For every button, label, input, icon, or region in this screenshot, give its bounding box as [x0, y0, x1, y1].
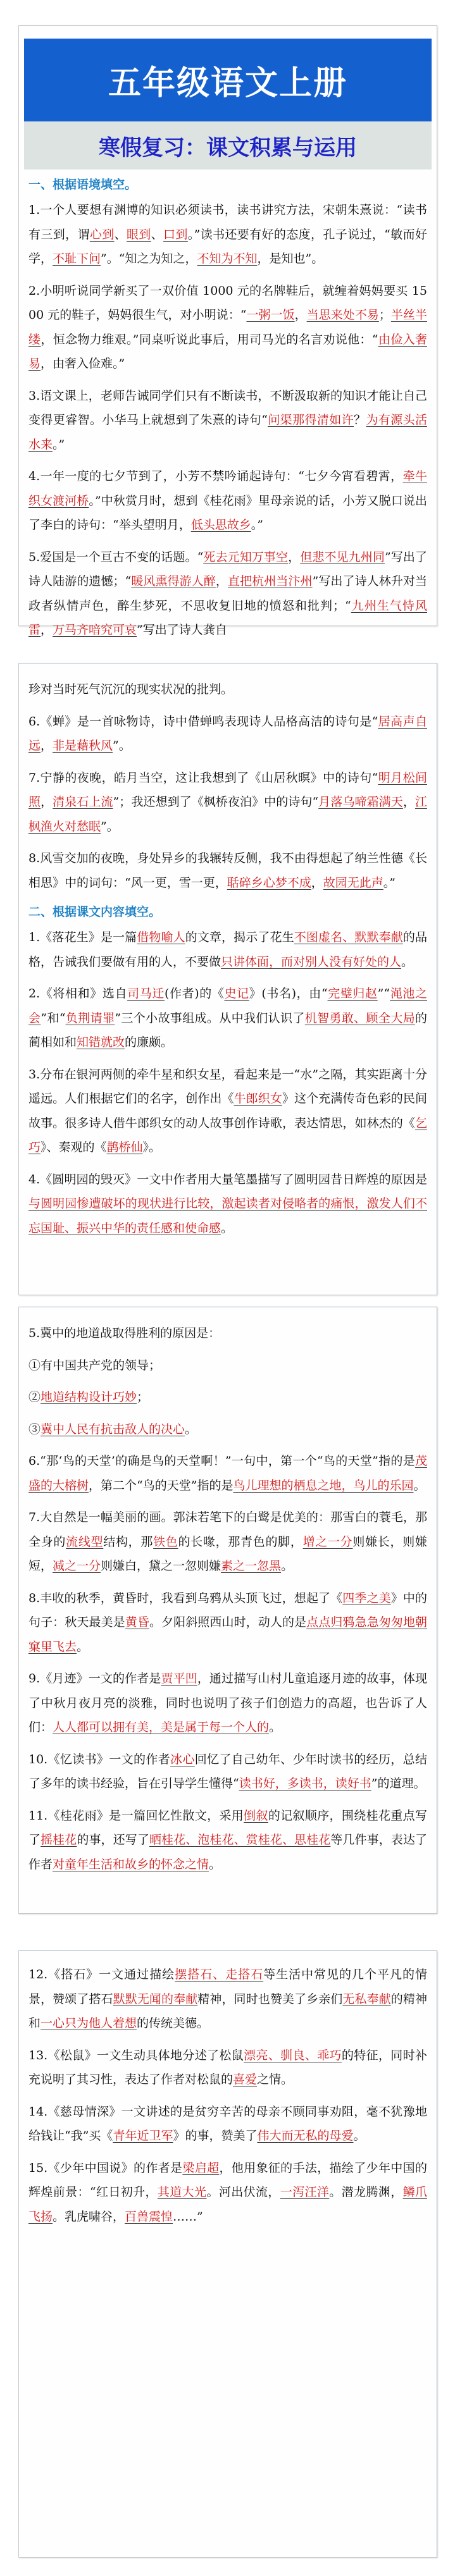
question-text: 的记叙顺序，围绕桂花重点写了 — [28, 1808, 427, 1847]
question-text: 7.宁静的夜晚，皓月当空，这让我想到了《山居秋暝》中的诗句“ — [28, 770, 378, 785]
question-paragraph — [28, 2156, 427, 2229]
answer-blank: 无私奉献 — [342, 1992, 391, 2006]
answer-blank: 牵牛织女渡河桥 — [28, 469, 427, 508]
answer-blank: 一心只为他人着想 — [41, 2016, 137, 2030]
question-paragraph — [28, 1321, 427, 1346]
question-text: 。 — [209, 1857, 221, 1871]
answer-blank: 不知为不知 — [197, 252, 258, 266]
answer-blank: 鸟儿理想的栖息之地，鸟儿的乐园 — [233, 1478, 414, 1493]
answer-blank: 乞巧 — [28, 1116, 427, 1154]
question-paragraph — [28, 982, 427, 1055]
answer-blank: 百兽震惶 — [125, 2209, 173, 2224]
answer-blank: 不图虚名、默默奉献 — [294, 930, 403, 944]
question-text: ，第二个“鸟的天堂”指的是 — [89, 1478, 234, 1493]
answer-blank: 九州生气恃风雷 — [28, 598, 427, 637]
question-text: ”写出了诗人龚自 — [137, 623, 227, 637]
question-text: 4.一年一度的七夕节到了，小芳不禁吟诵起诗句：“七夕今宵看碧霄， — [28, 469, 403, 483]
question-paragraph — [28, 1667, 427, 1740]
question-text: ”写出了诗人陆游的遗憾；“ — [28, 550, 427, 588]
question-text: 》。 — [142, 1140, 161, 1154]
question-text: ， — [402, 795, 415, 809]
question-text: 9.《月迹》一文的作者是 — [28, 1672, 161, 1685]
answer-blank: 但悲不见九州同 — [300, 550, 385, 564]
answer-blank: 黄昏 — [125, 1615, 149, 1629]
question-text: 5.冀中的地道战取得胜利的原因是： — [28, 1326, 221, 1340]
answer-blank: 摆搭石、走搭石 — [175, 1968, 264, 1981]
question-text: 。潜龙腾渊， — [329, 2185, 403, 2199]
question-paragraph — [28, 279, 427, 376]
question-text: ， — [311, 875, 323, 890]
question-text: ③ — [28, 1422, 41, 1436]
page-content — [28, 198, 427, 643]
answer-blank: 当思来处不易 — [306, 308, 379, 322]
answer-blank: 借物喻人 — [137, 930, 185, 944]
answer-blank: 聒碎乡心梦不成 — [227, 875, 311, 890]
question-paragraph — [28, 1586, 427, 1660]
question-text: 等几件事，表达了作者 — [28, 1833, 427, 1871]
question-text: 则嫌白，黛之一忽则嫌 — [101, 1559, 221, 1573]
question-text: 。 — [185, 1422, 197, 1436]
question-text: 的文章，揭示了花生 — [185, 930, 294, 944]
answer-blank: 月落乌啼霜满天 — [318, 795, 403, 809]
section-heading: 二、根据课文内容填空。 — [28, 905, 161, 919]
question-text: 。 — [221, 1221, 234, 1235]
question-text: ”。“知之为知之， — [101, 252, 197, 266]
answer-blank: 负荆请罪 — [65, 1011, 115, 1025]
page-1 — [18, 25, 437, 637]
page-title: 五年级语文上册 — [108, 64, 347, 102]
question-text: (作者)的《 — [164, 987, 225, 1001]
answer-blank: 半丝半缕 — [28, 308, 427, 347]
answer-blank: 江枫渔火对愁眠 — [28, 795, 427, 834]
answer-blank: 晒桂花、泡桂花、赏桂花、思桂花 — [149, 1833, 331, 1847]
question-paragraph — [28, 2100, 427, 2148]
page-content — [28, 677, 427, 1240]
page-content — [28, 1963, 427, 2229]
question-text: 。 — [413, 1478, 426, 1493]
question-text: 。夕阳斜照西山时，动人的是 — [149, 1615, 307, 1629]
question-text: 8.风雪交加的夜晚，身处异乡的我辗转反侧，我不由得想起了纳兰性德《长相思》中的词句：“风一更，雪一更， — [28, 851, 427, 890]
question-text: 6.“那‘鸟的天堂’的确是鸟的天堂啊！”一句中，第一个“鸟的天堂”指的是 — [28, 1454, 415, 1468]
question-paragraph — [28, 1385, 427, 1410]
question-paragraph — [28, 1449, 427, 1498]
question-paragraph — [28, 1963, 427, 2036]
page-3 — [18, 1307, 437, 1914]
question-text: 2.《将相和》选自 — [28, 987, 128, 1001]
question-text: ”。 — [101, 819, 119, 834]
question-text: ？ — [354, 413, 366, 427]
answer-blank: 问渠那得清如许 — [267, 413, 354, 427]
answer-blank: 地道结构设计巧妙 — [41, 1390, 137, 1404]
question-text: ”“ — [377, 987, 390, 1001]
answer-blank: 点点归鸦急急匆匆地朝窠里飞去 — [28, 1615, 427, 1654]
question-text: 。 — [269, 1720, 282, 1734]
question-text: 、 — [151, 227, 164, 242]
question-text: ； — [137, 1390, 149, 1404]
answer-blank: 机智勇敢、顾全大局 — [304, 1011, 415, 1025]
question-text: ， — [288, 550, 301, 564]
question-text: 的精神和 — [28, 1992, 427, 2030]
question-text: 1.《落花生》是一篇 — [28, 930, 137, 944]
question-text: ， — [41, 623, 53, 637]
answer-blank: 四季之美 — [342, 1591, 391, 1605]
question-text: 精神，同时也赞美了乡亲们 — [197, 1992, 343, 2006]
question-text: 15.《少年中国说》的作者是 — [28, 2160, 183, 2175]
answer-blank: 梁启超 — [182, 2160, 220, 2175]
question-paragraph — [28, 464, 427, 538]
question-paragraph — [28, 710, 427, 758]
question-text: 。乳虎啸谷， — [53, 2209, 125, 2224]
question-text: 。” — [383, 875, 396, 890]
question-text: 8.丰收的秋季，黄昏时，我看到乌鸦从头顶飞过，想起了《 — [28, 1591, 343, 1605]
answer-blank: 摇桂花 — [41, 1833, 77, 1847]
question-paragraph — [28, 1505, 427, 1579]
answer-blank: 直把杭州当汴州 — [228, 574, 313, 588]
question-text: ， — [294, 308, 307, 322]
question-text: ”写出了诗人林升对当政者纵情声色，醉生梦死，不思收复旧地的愤怒和批判；“ — [28, 574, 427, 613]
answer-blank: 居高声自远 — [28, 714, 427, 753]
question-text: 2.小明听说同学新买了一双价值 1000 元的名牌鞋后，就缠着妈妈要买 1500 元的鞋子，妈妈很生气，对小明说：“ — [28, 283, 427, 322]
answer-blank: 暖风熏得游人醉 — [131, 574, 216, 588]
answer-blank: 喜爱 — [233, 2073, 258, 2086]
answer-blank: 贾平凹 — [161, 1672, 197, 1685]
question-text: 5.爱国是一个亘古不变的话题。“ — [28, 550, 204, 564]
question-text: 的廉颇。 — [125, 1035, 173, 1049]
question-text: ，是知也”。 — [257, 252, 324, 266]
question-text: 之情。 — [257, 2073, 294, 2086]
answer-blank: 倒叙 — [244, 1808, 268, 1823]
question-paragraph — [28, 1353, 427, 1378]
answer-blank: 不耻下问 — [53, 252, 101, 266]
answer-blank: 由俭入奢易 — [28, 332, 427, 371]
answer-blank: 清泉石上流 — [53, 795, 113, 809]
question-paragraph — [28, 677, 427, 702]
answer-blank: 伟大而无私的母爱 — [257, 2129, 354, 2143]
answer-blank: 完璧归赵 — [327, 987, 378, 1001]
question-paragraph — [28, 766, 427, 839]
question-paragraph — [28, 846, 427, 895]
question-text: ， — [41, 795, 53, 809]
question-text: 。” — [251, 518, 263, 532]
answer-blank: 鹊桥仙 — [106, 1140, 143, 1154]
question-text: 。” — [53, 437, 65, 452]
question-text: 则嫌长，则嫌短， — [28, 1534, 427, 1573]
question-text: ② — [28, 1390, 41, 1404]
page-2 — [18, 663, 437, 1295]
question-text: 3.语文课上，老师告诫同学们只有不断读书，不断汲取新的知识才能让自己变得更睿智。小华马上就想到了朱熹的诗句“ — [28, 388, 427, 427]
answer-blank: 读书好，多读书，读好书 — [239, 1777, 371, 1790]
question-text: 、 — [114, 227, 127, 242]
answer-blank: 只讲体面，而对别人没有好处的人 — [221, 954, 402, 969]
answer-blank: 万马齐喑究可哀 — [53, 623, 137, 637]
answer-blank: 为有源头活水来 — [28, 413, 427, 452]
answer-blank: 眼到 — [126, 227, 151, 242]
answer-blank: 默默无闻的奉献 — [113, 1992, 198, 2006]
question-text: 。 — [401, 954, 414, 969]
answer-blank: 牛郎织女 — [234, 1092, 282, 1106]
question-text: 珍对当时死气沉沉的现实状况的批判。 — [28, 682, 234, 696]
question-text: 的传统美德。 — [137, 2016, 209, 2030]
question-paragraph — [28, 925, 427, 974]
question-text: 的特征，同时补充说明了其习性，表达了作者对松鼠的 — [28, 2048, 427, 2086]
question-text: 12.《搭石》一文通过描绘 — [28, 1968, 175, 1981]
question-paragraph — [28, 1804, 427, 1877]
question-text: 结构，那 — [103, 1534, 154, 1549]
page-4 — [18, 1950, 437, 2558]
question-text: 13.《松鼠》一文生动具体地分述了松鼠 — [28, 2048, 244, 2062]
question-text: ”；我还想到了《枫桥夜泊》中的诗句“ — [113, 795, 319, 809]
question-text: 6.《蝉》是一首咏物诗，诗中借蝉鸣表现诗人品格高洁的诗句是“ — [28, 714, 378, 729]
answer-blank: 增之一分 — [302, 1534, 353, 1549]
answer-blank: 司马迁 — [127, 987, 165, 1001]
answer-blank: 减之一分 — [53, 1559, 101, 1573]
answer-blank: 故园无此声 — [323, 875, 383, 890]
question-text: 的蔺相如和 — [28, 1011, 427, 1049]
question-text: ，恒念物力维艰。”同桌听说此事后，用司马光的名言劝说他：“ — [41, 332, 378, 347]
question-paragraph — [28, 1747, 427, 1796]
answer-blank: 明月松间照 — [28, 770, 427, 809]
page-content — [28, 1321, 427, 1877]
question-text: ”和“ — [41, 1011, 66, 1025]
question-text: 回忆了自己幼年、少年时读书的经历，总结了多年的读书经验，旨在引导学生懂得“ — [28, 1752, 427, 1790]
question-text: 的事，还写了 — [77, 1833, 149, 1847]
question-paragraph — [28, 545, 427, 643]
section-heading-1: 一、根据语境填空。 — [28, 178, 137, 192]
question-text: 14.《慈母情深》一文讲述的是贫穷辛苦的母亲不顾同事劝阻，毫不犹豫地给钱让“我”买《 — [28, 2104, 427, 2143]
question-text: ； — [378, 308, 391, 322]
question-text: 。 — [77, 1639, 89, 1654]
question-text: 1.一个人要想有渊博的知识必须读书，读书讲究方法，宋朝朱熹说：“读书有三到，谓 — [28, 203, 427, 242]
question-text: ……” — [173, 2209, 203, 2224]
answer-blank: 流线型 — [66, 1534, 104, 1549]
question-paragraph — [28, 1168, 427, 1241]
question-text: 。 — [281, 1559, 294, 1573]
answer-blank: 人人都可以拥有美，美是属于每一个人的 — [53, 1720, 270, 1734]
question-text: ，由奢入俭难。” — [41, 357, 125, 371]
answer-blank: 素之一忽黑 — [221, 1559, 282, 1573]
question-text: 3.分布在银河两侧的牵牛星和织女星，看起来是一“水”之隔，其实距离十分遥远。人们根据它们的名字，创作出《 — [28, 1067, 427, 1106]
question-text: 。”中秋赏月时，想到《桂花雨》里母亲说的话，小芳又脱口说出了李白的诗句：“举头望明月， — [28, 493, 427, 532]
question-text: ， — [41, 739, 53, 753]
question-text: 》(书名)，由“ — [249, 987, 328, 1001]
question-text: 》、秦观的《 — [41, 1140, 107, 1154]
question-text: 的长喙，那青色的脚， — [178, 1534, 303, 1549]
page-subtitle: 寒假复习：课文积累与运用 — [99, 135, 357, 161]
question-text: 。”读书还要有好的态度，孔子说过，“敏而好学， — [28, 227, 427, 266]
question-paragraph — [28, 1417, 427, 1442]
answer-blank: 冰心 — [170, 1752, 195, 1766]
answer-blank: 其道大光 — [157, 2185, 207, 2199]
question-text: 。 — [353, 2129, 366, 2143]
answer-blank: 非是藉秋风 — [53, 739, 113, 753]
title-banner — [24, 39, 432, 121]
answer-blank: 渑池之会 — [28, 987, 427, 1025]
question-paragraph — [28, 198, 427, 271]
answer-blank: 铁色 — [153, 1534, 178, 1549]
answer-blank: 漂亮、驯良、乖巧 — [244, 2048, 342, 2062]
question-text: 》中的句子：秋天最美是 — [28, 1591, 427, 1629]
question-text: ，通过描写山村儿童追逐月迹的故事，体现了中秋月夜月亮的淡雅，同时也说明了孩子们创造力的高超，也告诉了人们： — [28, 1672, 427, 1734]
question-text: ”。 — [113, 739, 131, 753]
answer-blank: 冀中人民有抗击敌人的决心 — [41, 1422, 185, 1436]
question-text: 11.《桂花雨》是一篇回忆性散文，采用 — [28, 1808, 244, 1823]
subtitle-banner — [24, 121, 432, 169]
question-text: 10.《忆读书》一文的作者 — [28, 1752, 171, 1766]
answer-blank: 史记 — [224, 987, 249, 1001]
question-text: 的品格，告诫我们要做有用的人，不要做 — [28, 930, 427, 969]
question-text: 。河出伏流， — [206, 2185, 280, 2199]
answer-blank: 口到 — [163, 227, 188, 242]
answer-blank: 茂盛的大榕树 — [28, 1454, 427, 1493]
question-text: 4.《圆明园的毁灭》一文中作者用大量笔墨描写了圆明园昔日辉煌的原因是 — [28, 1172, 427, 1186]
answer-blank: 与圆明园惨遭破坏的现状进行比较，激起读者对侵略者的痛恨，激发人们不忘国耻、振兴中华的责任感和使命感 — [28, 1197, 427, 1235]
answer-blank: 死去元知万事空 — [203, 550, 289, 564]
question-text: ①有中国共产党的领导； — [28, 1358, 161, 1372]
question-text: ， — [215, 574, 228, 588]
question-text: 等生活中常见的几个平凡的情景，赞颂了搭石 — [28, 1968, 427, 2006]
question-text: 7.大自然是一幅美丽的画。郭沫若笔下的白鹭是优美的：那雪白的蓑毛，那全身的 — [28, 1510, 427, 1549]
question-paragraph — [28, 384, 427, 457]
question-paragraph — [28, 2043, 427, 2092]
question-paragraph — [28, 1063, 427, 1160]
answer-blank: 一粥一饭 — [246, 308, 295, 322]
answer-blank: 知错就改 — [77, 1035, 125, 1049]
answer-blank: 鳞爪飞扬 — [28, 2185, 427, 2224]
question-text: 》这个充满传奇色彩的民间故事。很多诗人借牛郎织女的动人故事创作诗歌，表达情思，如林杰的《 — [28, 1092, 427, 1130]
question-text: ，他用象征的手法，描绘了少年中国的辉煌前景：“红日初升， — [28, 2160, 427, 2199]
question-text: ”三个小故事组成。从中我们认识了 — [115, 1011, 305, 1025]
answer-blank: 对童年生活和故乡的怀念之情 — [53, 1857, 209, 1871]
question-text: ”的道理。 — [371, 1777, 426, 1790]
question-text: 》的事，赞美了 — [173, 2129, 258, 2143]
answer-blank: 青年近卫军 — [113, 2129, 173, 2143]
answer-blank: 一泻汪洋 — [280, 2185, 330, 2199]
answer-blank: 低头思故乡 — [190, 518, 251, 532]
answer-blank: 心到 — [89, 227, 115, 242]
